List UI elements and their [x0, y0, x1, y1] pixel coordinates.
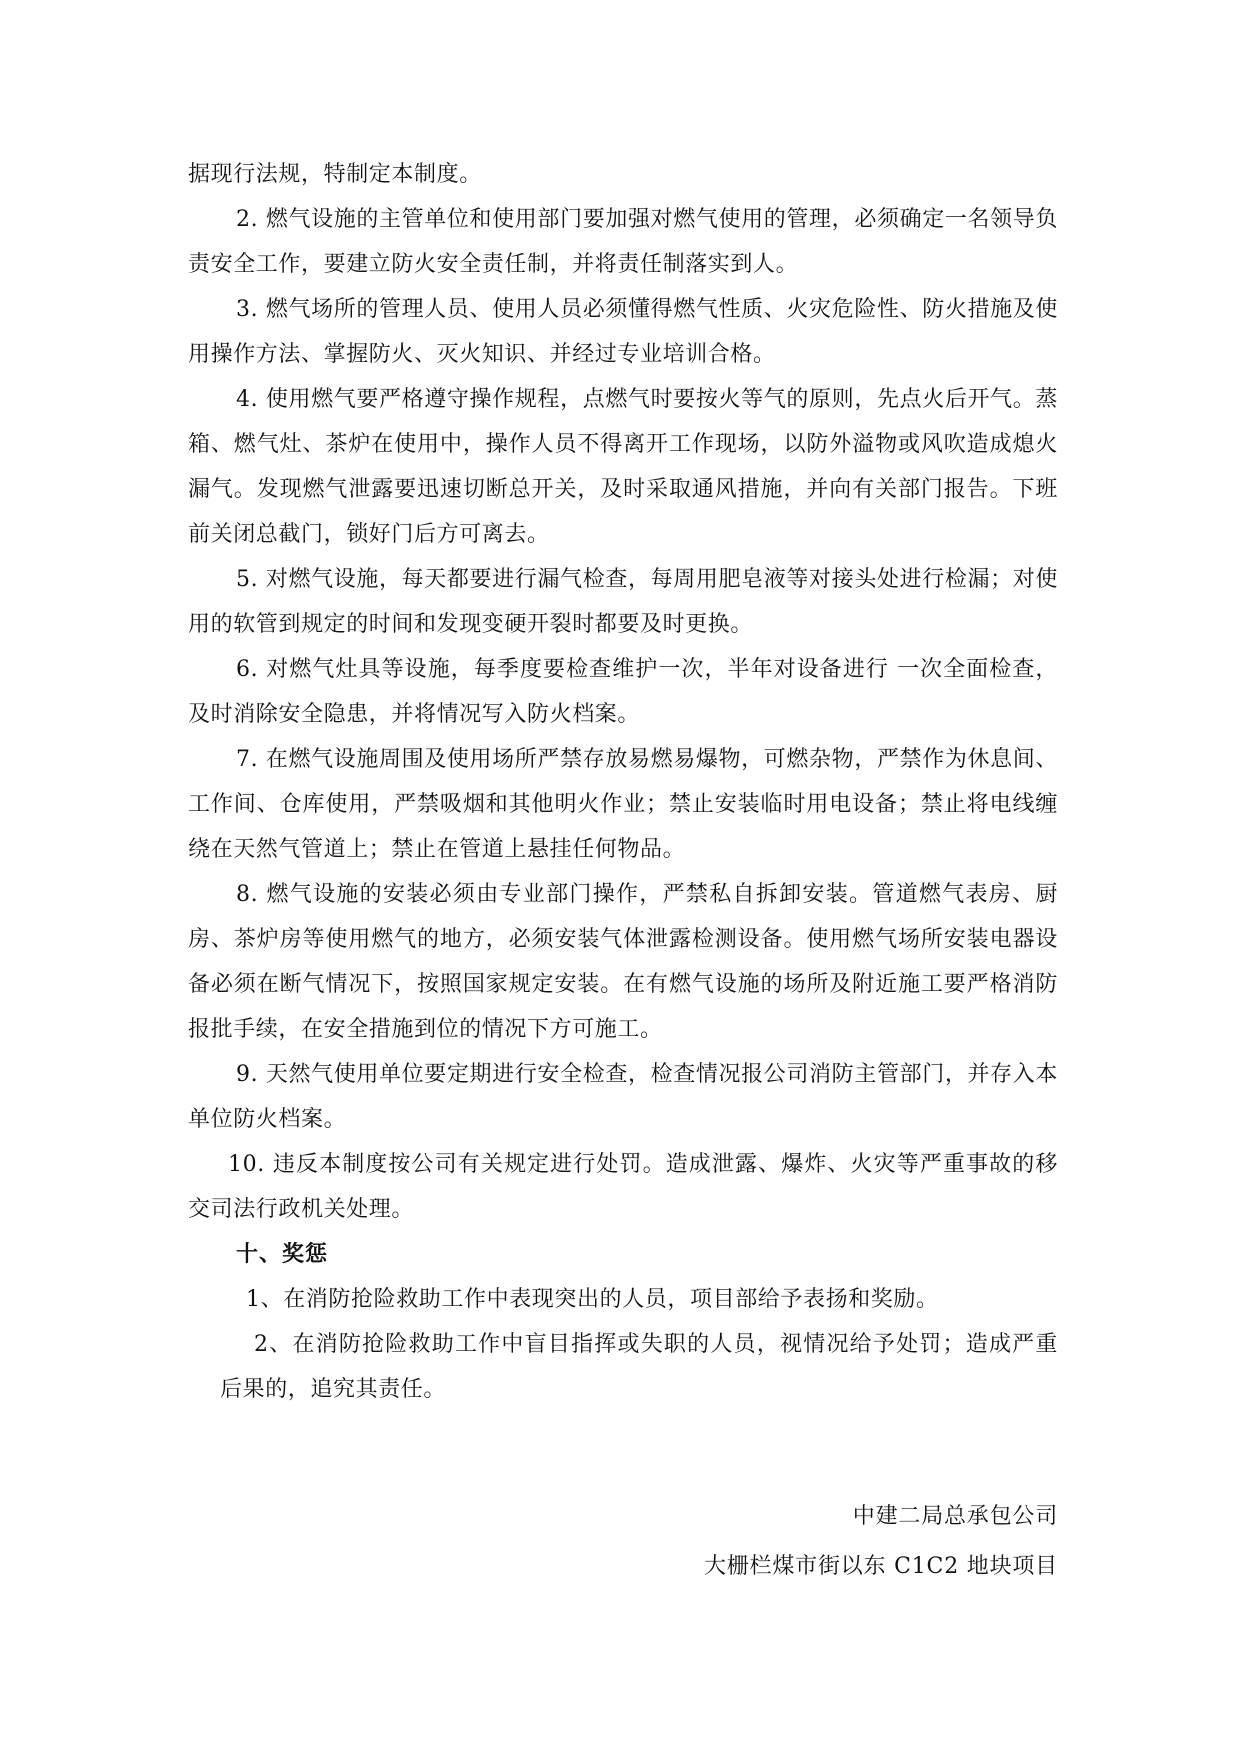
paragraph-item-10: 10. 违反本制度按公司有关规定进行处罚。造成泄露、爆炸、火灾等严重事故的移交司法行政机关处理。: [188, 1152, 1058, 1222]
signature-company: 中建二局总承包公司: [852, 1504, 1058, 1529]
paragraph-item-3: 3. 燃气场所的管理人员、使用人员必须懂得燃气性质、火灾危险性、防火措施及使用操作方法、掌握防火、灭火知识、并经过专业培训合格。: [188, 297, 1058, 367]
paragraph-item-6: 6. 对燃气灶具等设施，每季度要检查维护一次，半年对设备进行 一次全面检查，及时消除安全隐患，并将情况写入防火档案。: [188, 657, 1058, 727]
paragraph-item-9: 9. 天然气使用单位要定期进行安全检查，检查情况报公司消防主管部门，并存入本单位防火档案。: [188, 1062, 1058, 1132]
paragraph-item-8: 8. 燃气设施的安装必须由专业部门操作，严禁私自拆卸安装。管道燃气表房、厨房、茶炉房等使用燃气的地方，必须安装气体泄露检测设备。使用燃气场所安装电器设备必须在断气情况下，按照国家规定安装。在有燃气设施的场所及附近施工要严格消防报批手续，在安全措施到位的情况下方可施工。: [188, 882, 1058, 1042]
paragraph-item-5: 5. 对燃气设施，每天都要进行漏气检查，每周用肥皂液等对接头处进行检漏；对使用的软管到规定的时间和发现变硬开裂时都要及时更换。: [188, 567, 1058, 637]
paragraph-intro-continuation: 据现行法规，特制定本制度。: [188, 162, 482, 187]
section-heading-rewards-penalties: 十、奖惩: [236, 1241, 329, 1267]
signature-block: [704, 1492, 1058, 1592]
reward-item-1: 1、在消防抢险救助工作中表现突出的人员，项目部给予表扬和奖励。: [246, 1287, 939, 1312]
paragraph-item-7: 7. 在燃气设施周围及使用场所严禁存放易燃易爆物，可燃杂物，严禁作为休息间、工作间、仓库使用，严禁吸烟和其他明火作业；禁止安装临时用电设备；禁止将电线缠绕在天然气管道上；禁止在管道上悬挂任何物品。: [188, 747, 1058, 862]
paragraph-item-2: 2. 燃气设施的主管单位和使用部门要加强对燃气使用的管理，必须确定一名领导负责安全工作，要建立防火安全责任制，并将责任制落实到人。: [188, 207, 1058, 277]
signature-project: 大栅栏煤市街以东 C1C2 地块项目: [703, 1554, 1058, 1579]
paragraph-item-4: 4. 使用燃气要严格遵守操作规程，点燃气时要按火等气的原则，先点火后开气。蒸箱、燃气灶、茶炉在使用中，操作人员不得离开工作现场，以防外溢物或风吹造成熄火漏气。发现燃气泄露要迅速切断总开关，及时采取通风措施，并向有关部门报告。下班前关闭总截门，锁好门后方可离去。: [188, 387, 1058, 547]
document-body: [188, 152, 1058, 1412]
reward-item-2: 2、在消防抢险救助工作中盲目指挥或失职的人员，视情况给予处罚；造成严重后果的，追究其责任。: [220, 1332, 1058, 1402]
